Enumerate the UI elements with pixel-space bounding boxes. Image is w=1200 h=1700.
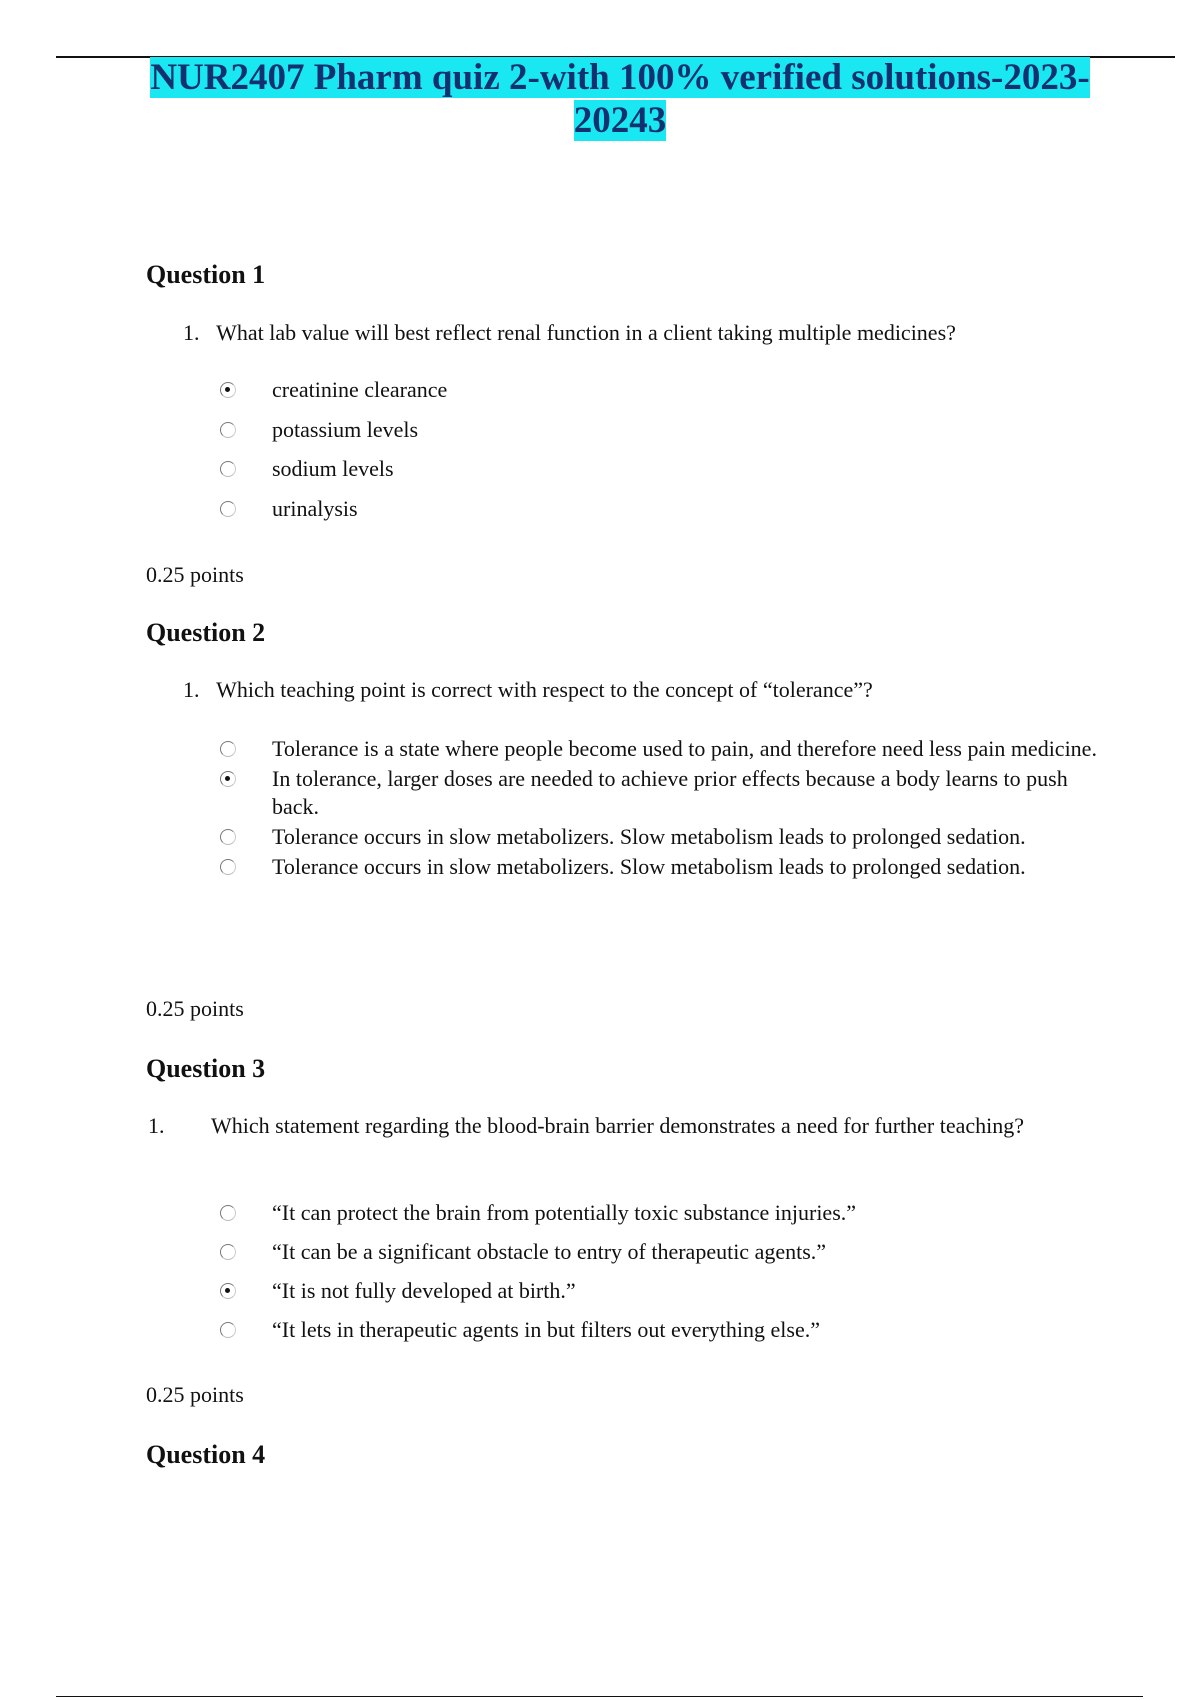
question-3-stem: [148, 1112, 1048, 1140]
option-label: “It lets in therapeutic agents in but filters out everything else.”: [272, 1317, 820, 1342]
question-2-heading: Question 2: [146, 618, 266, 647]
answer-option[interactable]: [220, 376, 1100, 404]
document-title: [0, 56, 1200, 142]
option-label: sodium levels: [272, 456, 394, 481]
question-2-points: 0.25 points: [146, 996, 244, 1021]
radio-selected-icon[interactable]: [220, 771, 236, 787]
option-label: potassium levels: [272, 417, 419, 442]
title-line-1: NUR2407 Pharm quiz 2-with 100% verified solutions-2023-: [150, 57, 1090, 98]
question-3-text: Which statement regarding the blood-brain barrier demonstrates a need for further teaching?: [211, 1113, 1025, 1138]
radio-selected-icon[interactable]: [220, 1283, 236, 1299]
radio-icon[interactable]: [220, 859, 236, 875]
question-4-heading: Question 4: [146, 1440, 266, 1469]
option-label: “It can protect the brain from potentially toxic substance injuries.”: [272, 1200, 857, 1225]
question-1-stem: [183, 319, 1063, 347]
question-3-points: 0.25 points: [146, 1382, 244, 1407]
radio-selected-icon[interactable]: [220, 382, 236, 398]
option-label: Tolerance occurs in slow metabolizers. Slow metabolism leads to prolonged sedation.: [272, 854, 1026, 879]
question-1-text: What lab value will best reflect renal function in a client taking multiple medicines?: [216, 320, 956, 345]
radio-icon[interactable]: [220, 422, 236, 438]
option-label: In tolerance, larger doses are needed to achieve prior effects because a body learns to push back.: [272, 766, 1068, 819]
question-3-heading: Question 3: [146, 1054, 266, 1083]
title-line-2: 20243: [573, 100, 667, 141]
option-label: Tolerance is a state where people become used to pain, and therefore need less pain medicine.: [272, 736, 1097, 761]
option-label: “It can be a significant obstacle to entry of therapeutic agents.”: [272, 1239, 827, 1264]
answer-option[interactable]: [220, 1238, 1100, 1266]
option-label: Tolerance occurs in slow metabolizers. Slow metabolism leads to prolonged sedation.: [272, 824, 1026, 849]
answer-option[interactable]: [220, 1199, 1100, 1227]
answer-option[interactable]: [220, 1277, 1100, 1305]
radio-icon[interactable]: [220, 461, 236, 477]
answer-option[interactable]: [220, 495, 1100, 523]
radio-icon[interactable]: [220, 1244, 236, 1260]
radio-icon[interactable]: [220, 741, 236, 757]
answer-option[interactable]: [220, 1316, 1100, 1344]
radio-icon[interactable]: [220, 501, 236, 517]
question-1-options: [220, 376, 1100, 523]
option-label: urinalysis: [272, 496, 358, 521]
answer-option[interactable]: [220, 853, 1100, 881]
answer-option[interactable]: [220, 455, 1100, 483]
question-1-number: 1.: [183, 320, 200, 345]
question-3-number: 1.: [148, 1113, 165, 1138]
option-label: “It is not fully developed at birth.”: [272, 1278, 576, 1303]
question-2-text: Which teaching point is correct with respect to the concept of “tolerance”?: [216, 677, 873, 702]
question-2-stem: [183, 676, 1063, 704]
radio-icon[interactable]: [220, 1322, 236, 1338]
option-label: creatinine clearance: [272, 377, 448, 402]
radio-icon[interactable]: [220, 829, 236, 845]
bottom-rule: [56, 1696, 1143, 1697]
question-1-points: 0.25 points: [146, 562, 244, 587]
radio-icon[interactable]: [220, 1205, 236, 1221]
question-2-options: [220, 735, 1100, 881]
answer-option[interactable]: [220, 823, 1100, 851]
answer-option[interactable]: [220, 416, 1100, 444]
answer-option[interactable]: [220, 765, 1100, 821]
question-2-number: 1.: [183, 677, 200, 702]
question-3-options: [220, 1199, 1100, 1344]
question-1-heading: Question 1: [146, 260, 266, 289]
answer-option[interactable]: [220, 735, 1100, 763]
